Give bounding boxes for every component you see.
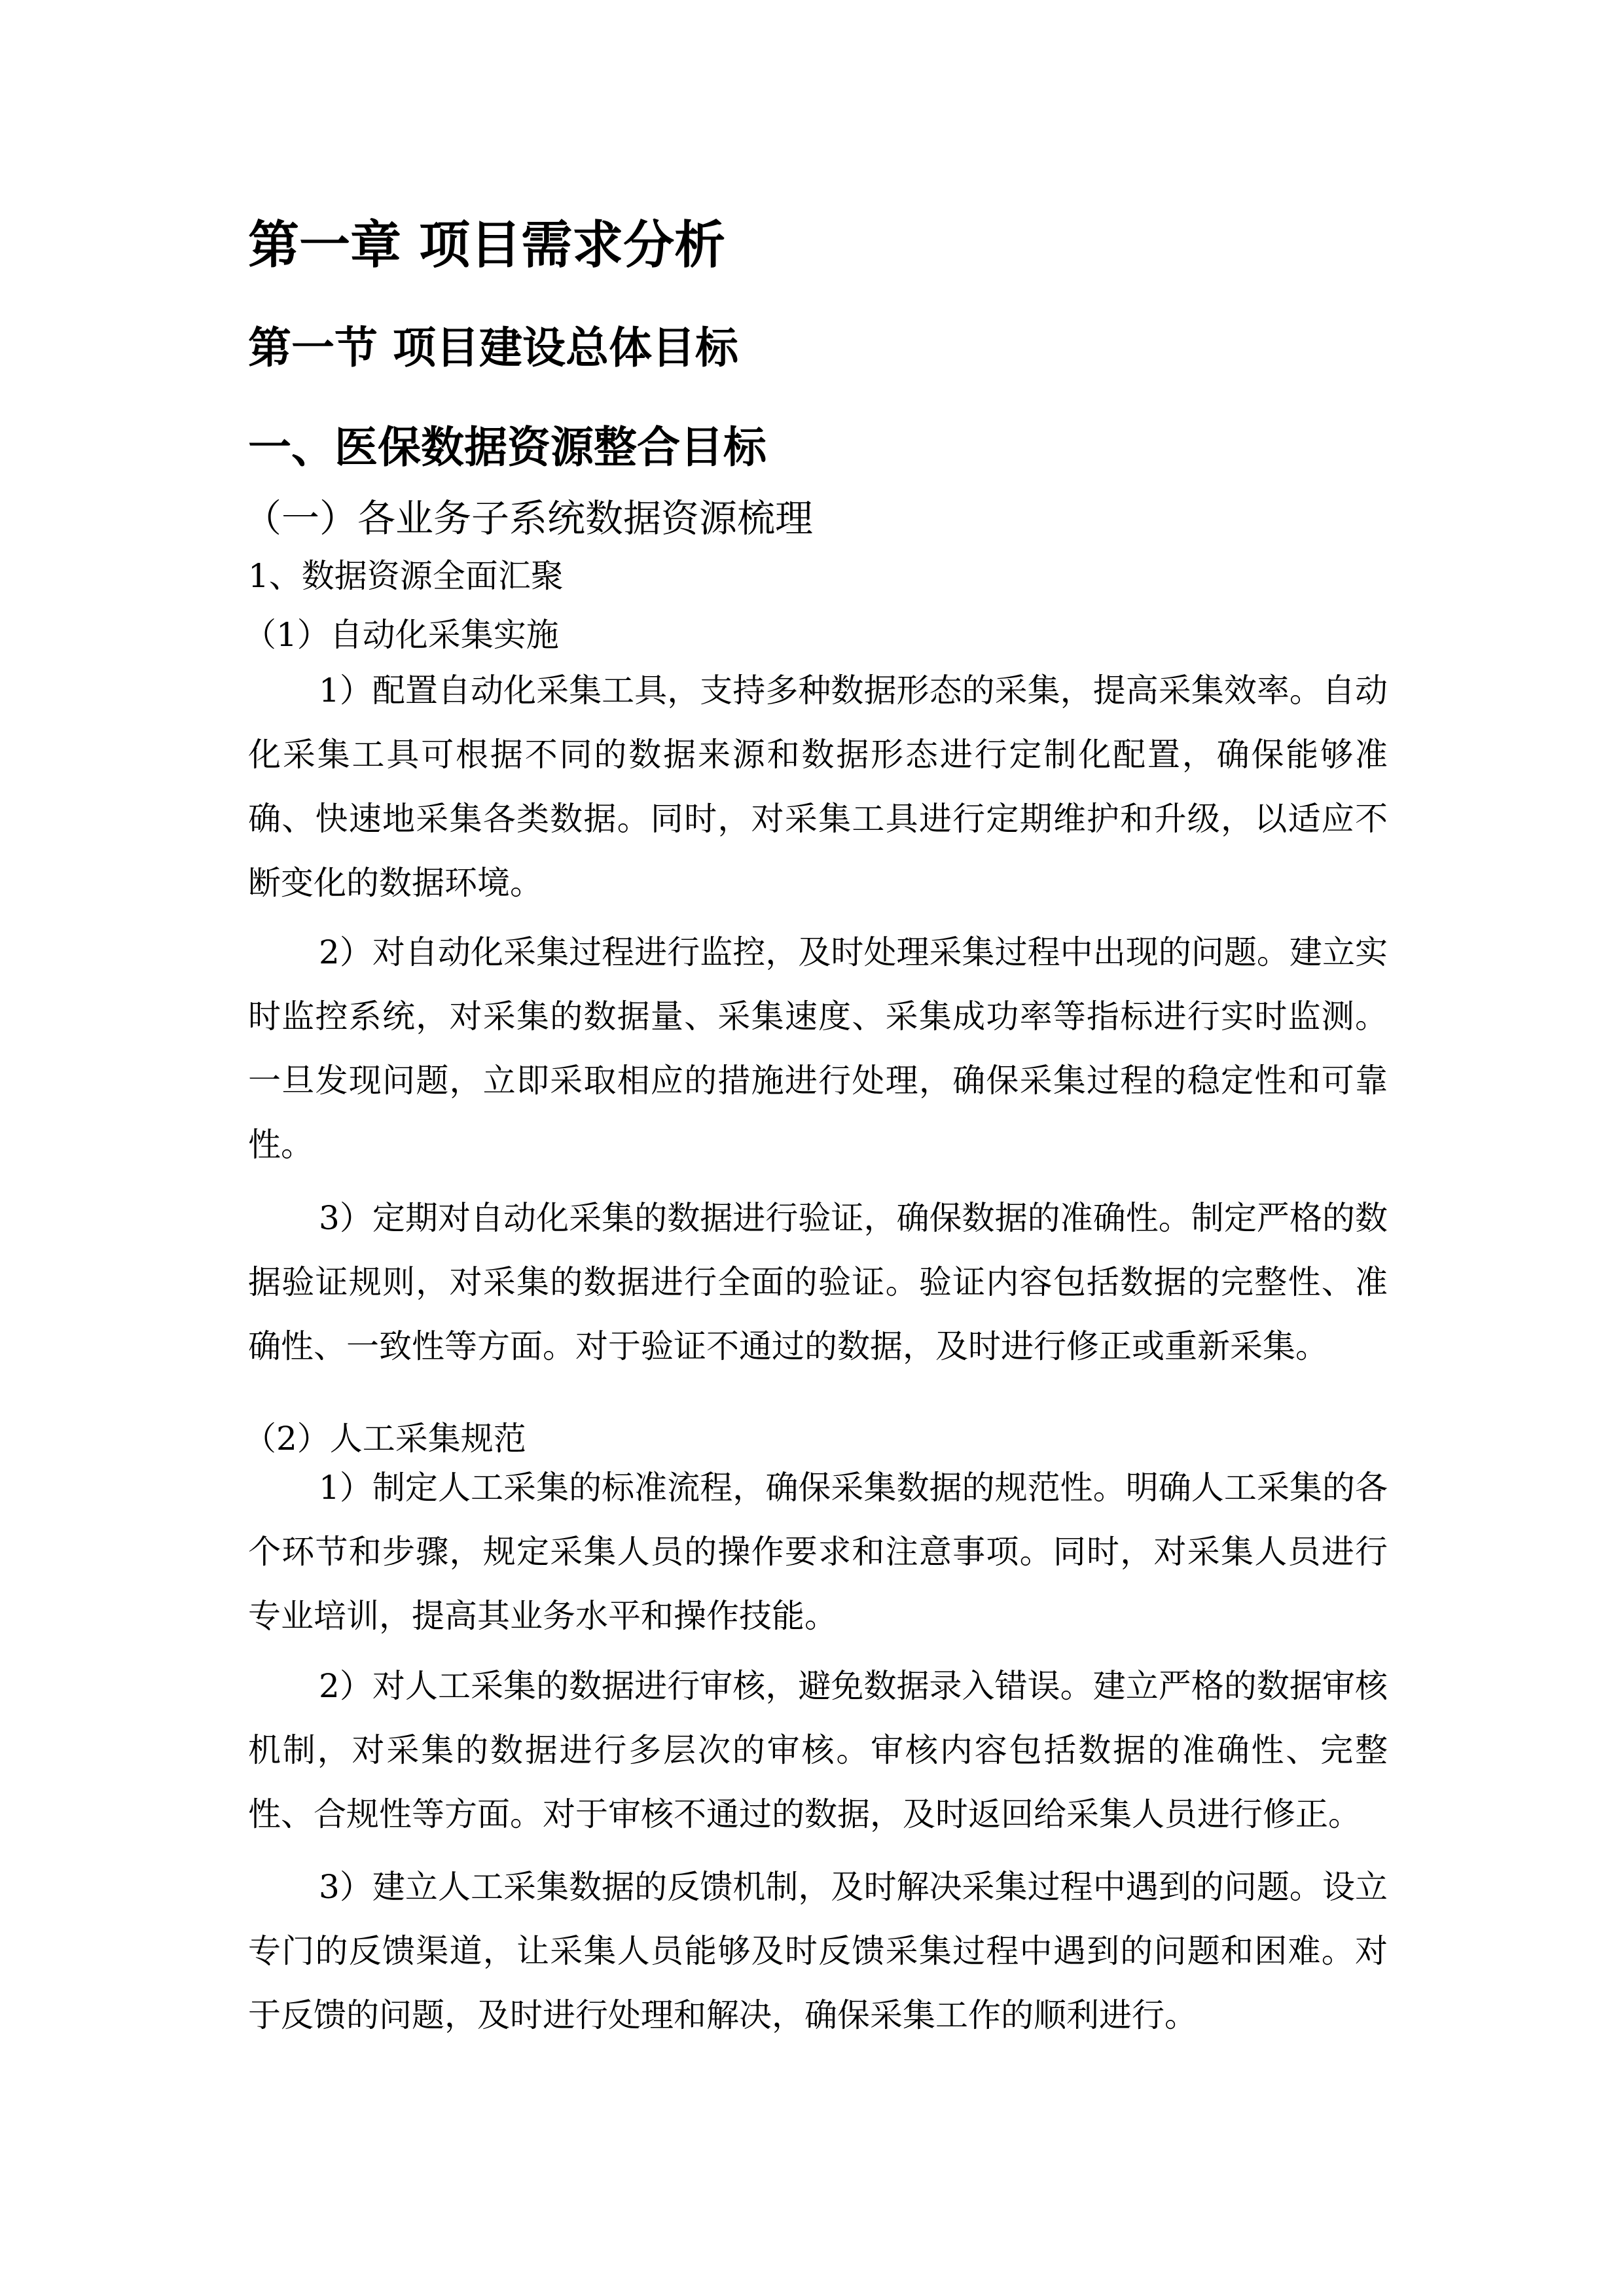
paragraph-line: 专门的反馈渠道，让采集人员能够及时反馈采集过程中遇到的问题和困难。对	[248, 1932, 1388, 1970]
section-title: 第一节 项目建设总体目标	[248, 323, 738, 373]
paragraph-line: 3）定期对自动化采集的数据进行验证，确保数据的准确性。制定严格的数	[319, 1199, 1388, 1237]
paragraph-line: 据验证规则，对采集的数据进行全面的验证。验证内容包括数据的完整性、准	[248, 1263, 1388, 1301]
paragraph-line: 于反馈的问题，及时进行处理和解决，确保采集工作的顺利进行。	[248, 1996, 1197, 2034]
paragraph-line: 确性、一致性等方面。对于验证不通过的数据，及时进行修正或重新采集。	[248, 1327, 1328, 1365]
paragraph-line: 1）配置自动化采集工具，支持多种数据形态的采集，提高采集效率。自动	[319, 672, 1388, 709]
paragraph	[248, 920, 1388, 1177]
paragraph-line: 确、快速地采集各类数据。同时，对采集工具进行定期维护和升级，以适应不	[248, 800, 1388, 838]
paragraph-line: 个环节和步骤，规定采集人员的操作要求和注意事项。同时，对采集人员进行	[248, 1533, 1388, 1571]
heading-1: 一、医保数据资源整合目标	[248, 422, 767, 473]
subheading-1: （1）自动化采集实施	[244, 616, 559, 654]
paragraph-line: 时监控系统，对采集的数据量、采集速度、采集成功率等指标进行实时监测。	[248, 997, 1388, 1035]
heading-2: （一）各业务子系统数据资源梳理	[244, 496, 814, 541]
paragraph-line: 断变化的数据环境。	[248, 864, 543, 902]
paragraph-line: 性、合规性等方面。对于审核不通过的数据，及时返回给采集人员进行修正。	[248, 1795, 1361, 1833]
paragraph	[248, 1186, 1388, 1378]
paragraph-line: 专业培训，提高其业务水平和操作技能。	[248, 1597, 837, 1635]
paragraph-line: 性。	[248, 1126, 314, 1164]
chapter-title: 第一章 项目需求分析	[248, 216, 726, 275]
heading-3: 1、数据资源全面汇聚	[248, 557, 564, 595]
paragraph-line: 机制，对采集的数据进行多层次的审核。审核内容包括数据的准确性、完整	[248, 1731, 1388, 1769]
paragraph	[248, 1456, 1388, 1648]
paragraph	[248, 1654, 1388, 1846]
paragraph-line: 2）对自动化采集过程进行监控，及时处理采集过程中出现的问题。建立实	[319, 933, 1388, 971]
paragraph-line: 2）对人工采集的数据进行审核，避免数据录入错误。建立严格的数据审核	[319, 1667, 1388, 1705]
paragraph-line: 3）建立人工采集数据的反馈机制，及时解决采集过程中遇到的问题。设立	[319, 1868, 1388, 1906]
paragraph	[248, 658, 1388, 915]
paragraph	[248, 1855, 1388, 2047]
subheading-2: （2）人工采集规范	[244, 1420, 526, 1458]
paragraph-line: 化采集工具可根据不同的数据来源和数据形态进行定制化配置，确保能够准	[248, 736, 1388, 774]
paragraph-line: 1）制定人工采集的标准流程，确保采集数据的规范性。明确人工采集的各	[319, 1469, 1388, 1507]
paragraph-line: 一旦发现问题，立即采取相应的措施进行处理，确保采集过程的稳定性和可靠	[248, 1062, 1388, 1100]
